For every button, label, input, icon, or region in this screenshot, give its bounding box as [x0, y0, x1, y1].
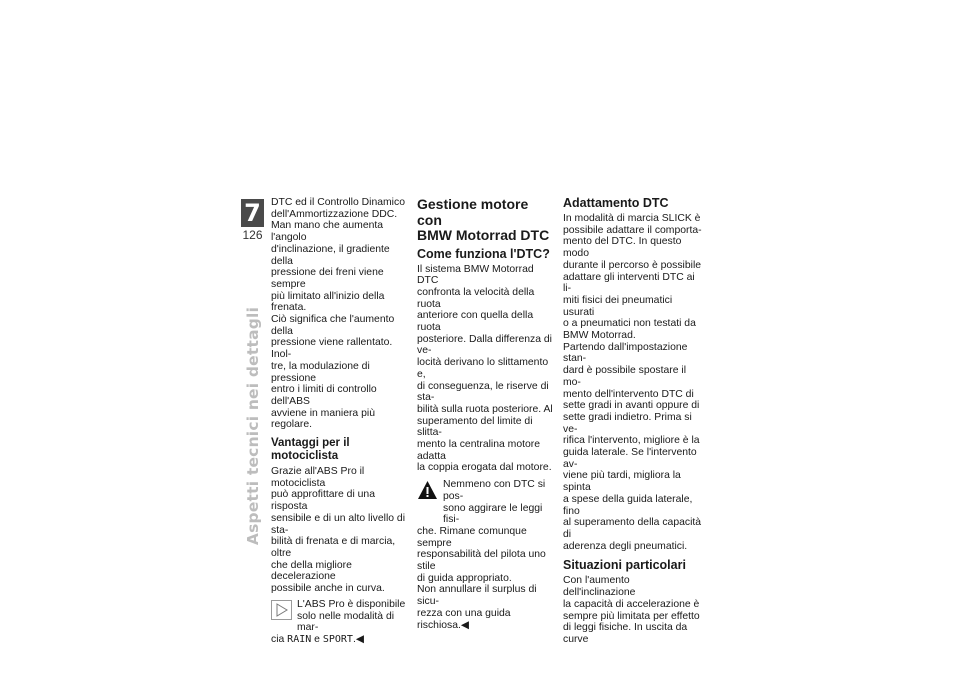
warning-note	[417, 479, 553, 631]
mode-sport: SPORT	[322, 633, 353, 645]
warning-triangle-icon	[417, 480, 438, 500]
warning-tail: che. Rimane comunque sempre responsabilità del pilota uno stile di guida appropriato. Non annullare il surplus di sicu- rezza con una guida rischiosa.◀	[417, 525, 546, 631]
column-2	[417, 197, 553, 631]
note-tail	[271, 634, 407, 646]
main-heading: Gestione motore con BMW Motorrad DTC	[417, 196, 550, 243]
section-heading-dtc-adaptation: Adattamento DTC	[563, 196, 669, 210]
mode-rain: RAIN	[287, 633, 312, 645]
info-triangle-icon	[271, 600, 292, 620]
section-heading-advantages: Vantaggi per il motociclista	[271, 437, 350, 463]
chapter-side-title: Aspetti tecnici nei dettagli	[244, 306, 262, 546]
note-and: e	[311, 633, 323, 645]
warning-lines: Nemmeno con DTC si pos- sono aggirare le leggi fisi-	[443, 479, 546, 526]
dtc-paragraph: Il sistema BMW Motorrad DTC confronta la velocità della ruota anteriore con quella della ruota posteriore. Dalla differenza di ve- locità derivano lo slittamento e, di conseguenza, le riserve di sta- bilità sulla ruota posteriore. Al superamento del limite di slitta- mento la centralina motore adatta la coppia erogata dal motore.	[417, 263, 553, 474]
section-heading-special-situations: Situazioni particolari	[563, 558, 686, 573]
info-note	[271, 599, 407, 646]
note-tail-prefix: cia	[271, 633, 288, 645]
column-1	[271, 197, 407, 646]
note-lines: L'ABS Pro è disponibile solo nelle modalità di mar-	[297, 598, 406, 634]
section-heading-how-dtc-works: Come funziona l'DTC?	[417, 246, 550, 261]
special-situations-paragraph: Con l'aumento dell'inclinazione la capacità di accelerazione è sempre più limitata per effetto di leggi fisiche. In uscita da curve	[563, 575, 700, 645]
column-3	[563, 197, 703, 646]
note-end: .◀	[352, 633, 364, 645]
chapter-number-tab: 7	[241, 199, 264, 227]
adaptation-paragraph: In modalità di marcia SLICK è possibile adattare il comporta- mento del DTC. In questo modo durante il percorso è possibile adattare gli interventi DTC ai li- miti fisici dei pneumatici usurati o a pneumatici non testati da BMW Motorrad. Partendo dall'impostazione stan- dard è possibile spostare il mo- mento dell'intervento DTC di sette gradi in avanti oppure di sette gradi indietro. Prima si ve- rifica l'intervento, migliore è la guida laterale. Se l'intervento av- viene più tardi, migliora la spinta a spese della guida laterale, fino al superamento della capacità di aderenza degli pneumatici.	[563, 213, 702, 552]
advantages-paragraph: Grazie all'ABS Pro il motociclista può approfittare di una risposta sensibile e di un alto livello di sta- bilità di frenata e di marcia, oltre che della migliore decelerazione possibile anche in curva.	[271, 466, 406, 595]
page-number: 126	[242, 228, 263, 242]
intro-paragraph: DTC ed il Controllo Dinamico dell'Ammortizzazione DDC. Man mano che aumenta l'angolo d'inclinazione, il gradiente della pressione dei freni viene sempre più limitato all'inizio della frenata. Ciò significa che l'aumento della pressione viene rallentato. Inol- tre, la modulazione di pressione entro i limiti di controllo dell'ABS avviene in maniera più regolare.	[271, 197, 405, 431]
